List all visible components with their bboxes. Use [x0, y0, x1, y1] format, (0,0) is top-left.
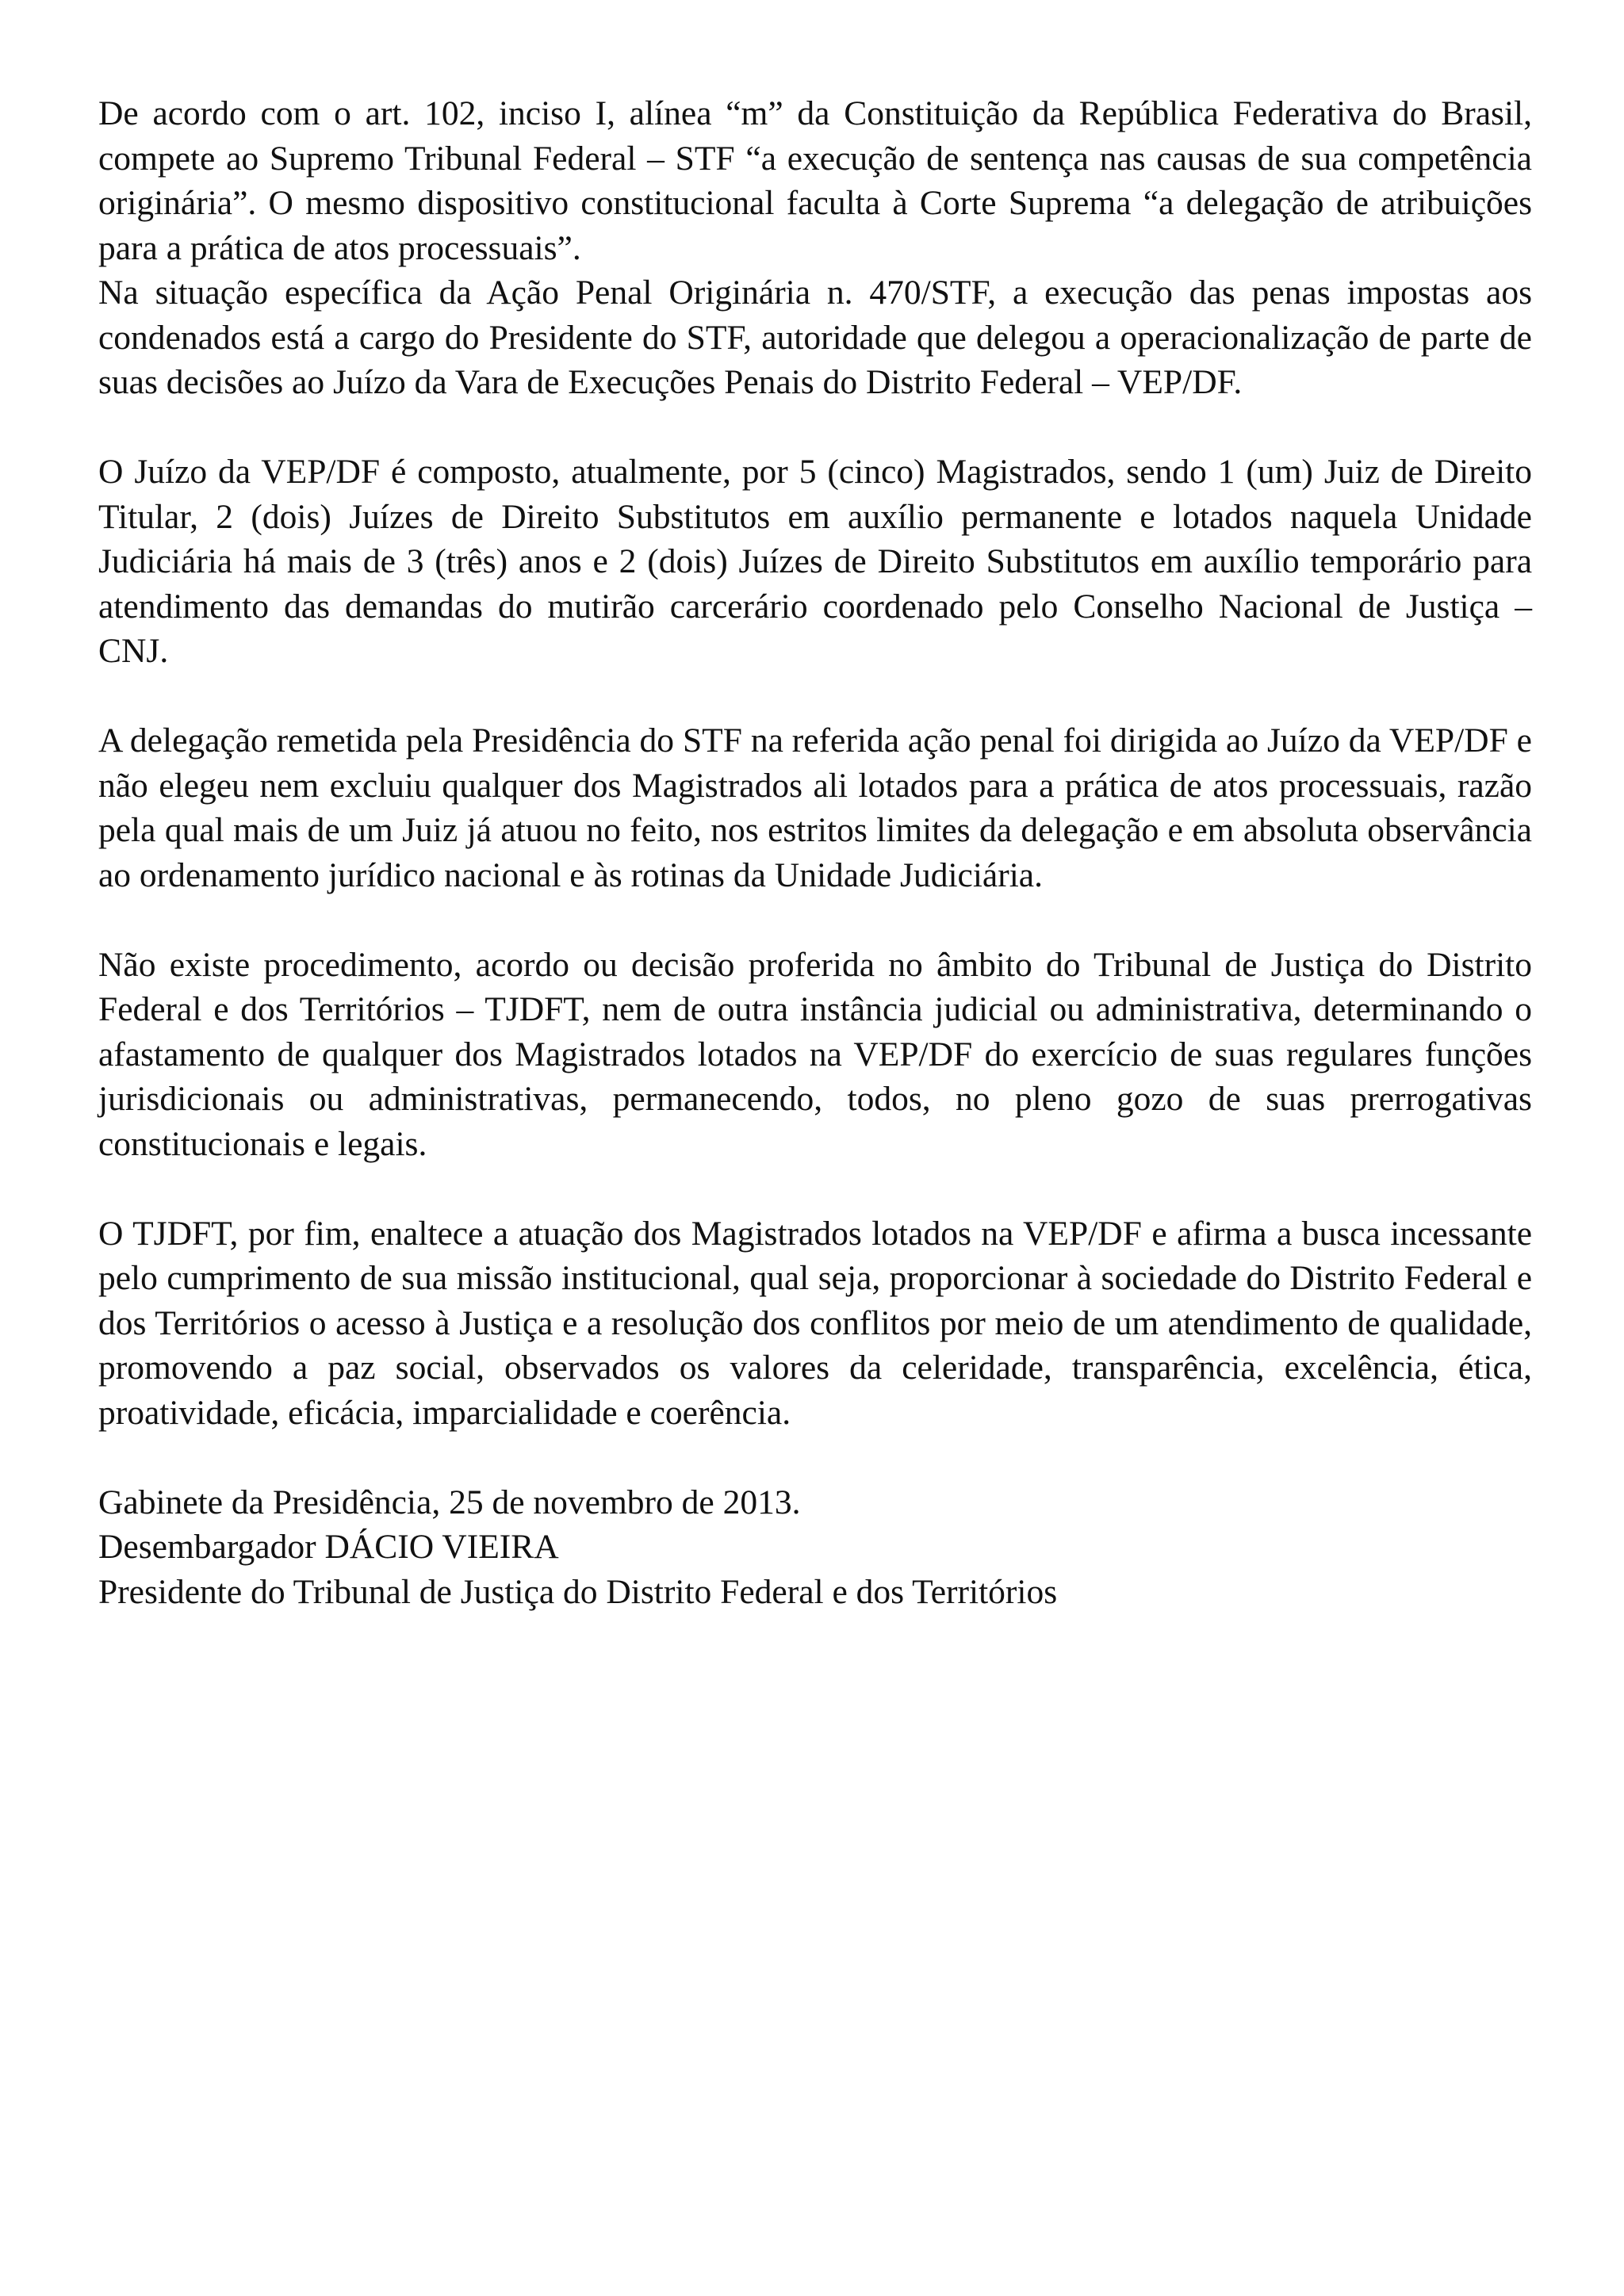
paragraph-spacer: [98, 1166, 1532, 1211]
signature-place-date: Gabinete da Presidência, 25 de novembro de 2013.: [98, 1483, 801, 1521]
paragraph-no-removal: Não existe procedimento, acordo ou decisão proferida no âmbito do Tribunal de Justiça do Distrito Federal e dos Territórios – TJDFT, nem de outra instância judicial ou administrativa, determinando o afastamento de qualquer dos Magistrados lotados na VEP/DF do exercício de suas regulares funções jurisdicionais ou administrativas, permanecendo, todos, no pleno gozo de suas prerrogativas constitucionais e legais.: [98, 945, 1532, 1163]
paragraph-spacer: [98, 405, 1532, 450]
paragraph-spacer: [98, 674, 1532, 719]
signature-role: Presidente do Tribunal de Justiça do Distrito Federal e dos Territórios: [98, 1572, 1058, 1611]
paragraph-constitution: De acordo com o art. 102, inciso I, alínea “m” da Constituição da República Federativa do Brasil, compete ao Supremo Tribunal Federal – STF “a execução de sentença nas causas de sua competência originária”. O mesmo dispositivo constitucional faculta à Corte Suprema “a delegação de atribuições para a prática de atos processuais”.: [98, 94, 1532, 267]
signature-block: [98, 1480, 1532, 1615]
paragraph-delegation: A delegação remetida pela Presidência do STF na referida ação penal foi dirigida ao Juízo da VEP/DF e não elegeu nem excluiu qualquer dos Magistrados ali lotados para a prática de atos processuais, razão pela qual mais de um Juiz já atuou no feito, nos estritos limites da delegação e em absoluta observância ao ordenamento jurídico nacional e às rotinas da Unidade Judiciária.: [98, 721, 1532, 894]
paragraph-tjdft-mission: O TJDFT, por fim, enaltece a atuação dos Magistrados lotados na VEP/DF e afirma a busca incessante pelo cumprimento de sua missão institucional, qual seja, proporcionar à sociedade do Distrito Federal e dos Territórios o acesso à Justiça e a resolução dos conflitos por meio de um atendimento de qualidade, promovendo a paz social, observados os valores da celeridade, transparência, excelência, ética, proatividade, eficácia, imparcialidade e coerência.: [98, 1214, 1532, 1432]
signature-name: Desembargador DÁCIO VIEIRA: [98, 1528, 559, 1566]
paragraph-spacer: [98, 1435, 1532, 1480]
document-page: [98, 91, 1532, 1614]
paragraph-spacer: [98, 897, 1532, 943]
paragraph-action-470: Na situação específica da Ação Penal Originária n. 470/STF, a execução das penas impostas aos condenados está a cargo do Presidente do STF, autoridade que delegou a operacionalização de parte de suas decisões ao Juízo da Vara de Execuções Penais do Distrito Federal – VEP/DF.: [98, 274, 1532, 401]
paragraph-vep-composition: O Juízo da VEP/DF é composto, atualmente, por 5 (cinco) Magistrados, sendo 1 (um) Juiz de Direito Titular, 2 (dois) Juízes de Direito Substitutos em auxílio permanente e lotados naquela Unidade Judiciária há mais de 3 (três) anos e 2 (dois) Juízes de Direito Substitutos em auxílio temporário para atendimento das demandas do mutirão carcerário coordenado pelo Conselho Nacional de Justiça – CNJ.: [98, 453, 1532, 670]
